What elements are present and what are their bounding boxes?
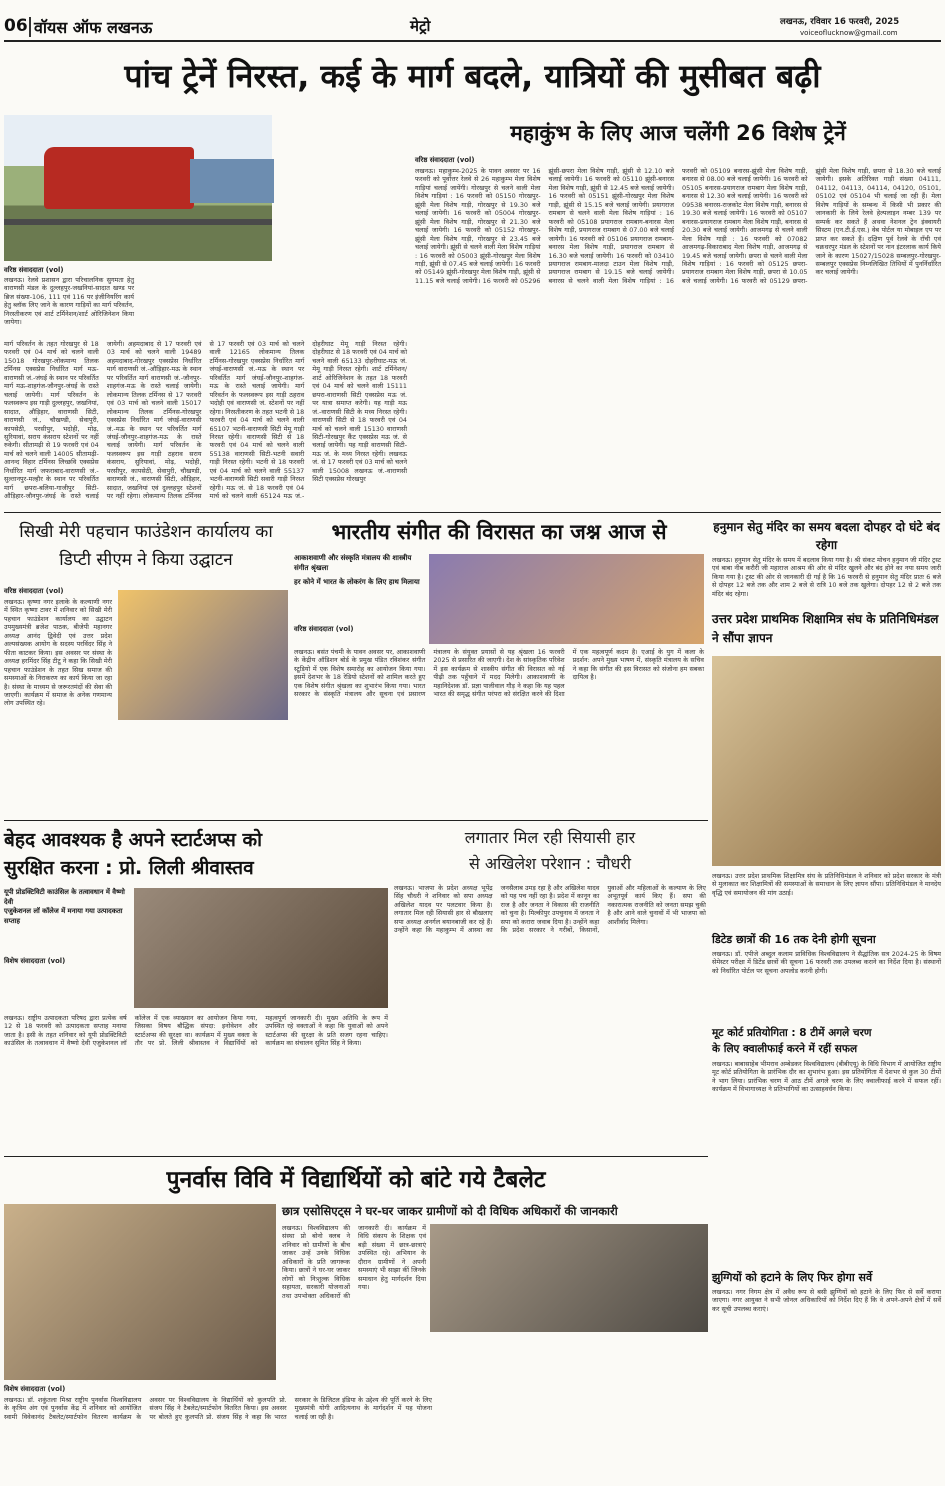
train-photo (4, 115, 272, 261)
hanuman-block (712, 516, 944, 606)
startup-headline-2: सुरक्षित करना : प्रो. लिली श्रीवास्तव (4, 857, 254, 879)
akhilesh-headline-1: लगातार मिल रही सियासी हार (464, 828, 636, 847)
section-name: मेट्रो (410, 17, 431, 35)
sikhi-credit: वरिष्ठ संवाददाता (vol) (4, 587, 64, 595)
dited-headline: डिटेड छात्रों की 16 तक देनी होगी सूचना (712, 933, 876, 946)
mootcourt-block (712, 1024, 944, 1264)
jhuggi-headline: झुग्गियों को हटाने के लिए फिर होगा सर्वे (712, 1271, 873, 1284)
trains-credit: वरिष्ठ संवाददाता (vol) (4, 266, 64, 274)
rule-3 (4, 1156, 708, 1157)
tablet-body: लखनऊ। डॉ. शकुंतला मिश्रा राष्ट्रीय पुनर्वास विश्वविद्यालय के कृत्रिम अंग एवं पुनर्वास केंद्र में शनिवार को आयोजित स्वामी विवेकानंद टैबलेट/स्मार्टफोन वितरण कार्यक्रम के अवसर पर विश्वविद्यालय के विद्यार्थियों को कुलपति प्रो. संजय सिंह ने टैबलेट/स्मार्टफोन वितरित किया। इस अवसर पर बोलते हुए कुलपति प्रो. संजय सिंह ने कहा कि भारत सरकार के डिजिटल इंडिया के उद्देश्य की पूर्ति करने के लिए मुख्यमंत्री योगी आदित्यनाथ के मार्गदर्शन में यह योजना चलाई जा रही है। (4, 1396, 435, 1421)
masthead (0, 0, 945, 44)
sangeet-headline: भारतीय संगीत की विरासत का जश्न आज से (331, 520, 667, 544)
rule-1 (4, 512, 941, 513)
website: voiceoflucknow@gmail.com (800, 29, 898, 37)
dateline: लखनऊ, रविवार 16 फरवरी, 2025 (780, 17, 900, 27)
locomotive (44, 147, 194, 209)
train-coaches (190, 159, 274, 203)
tablet-photo (4, 1204, 276, 1380)
shiksha-photo (712, 656, 941, 866)
startup-bullets (4, 888, 128, 950)
sikhi-body: लखनऊ। कृष्णा नगर इलाके के कल्याणी नगर में स्थित कृष्णा टावर में शनिवार को सिखी मेरी पहचान फाउंडेशन कार्यालय का उद्घाटन उपमुख्यमंत्री ब्रजेश पाठक, बीजेपी महानगर अध्यक्ष आनंद द्विवेदी एवं उत्तर प्रदेश अल्पसंख्यक आयोग के सदस्य परविंदर सिंह ने फीता काटकर किया। इस अवसर पर संस्था के अध्यक्ष हरमिंदर सिंह टीटू ने कहा कि सिखी मेरी पहचान फाउंडेशन के तहत सिख समाज की समस्याओं के निराकरण का कार्य किया जा रहा है। संस्था के माध्यम से जरूरतमंदों की सेवा की जाएगी। कार्यक्रम में समाज के अनेक गणमान्य लोग उपस्थित रहे। (4, 598, 115, 708)
rule-2 (4, 820, 708, 821)
sangeet-block (294, 516, 707, 816)
sangeet-body: लखनऊ। बसंत पंचमी के पावन अवसर पर, आकाशवाणी के केंद्रीय ऑडिशन बोर्ड के प्रमुख पंडित रविशंकर संगीत स्टूडियो में एक विशेष समारोह का आयोजन किया गया। इसमें देशभर के 18 रेडियो स्टेशनों को शामिल करते हुए एक विशेष संगीत श्रृंखला का शुभारंभ किया गया। भारत सरकार के संस्कृति मंत्रालय और सूचना एवं प्रसारण मंत्रालय के संयुक्त प्रयासों से यह श्रृंखला 16 फरवरी 2025 से प्रसारित की जाएगी। देश के सांस्कृतिक परिवेश में इस कार्यक्रम से शास्त्रीय संगीत की विरासत को नई पीढ़ी तक पहुँचाने में मदद मिलेगी। आकाशवाणी के महानिदेशक डॉ. प्रज्ञा पालीवाल गौड़ ने कहा कि यह पहल भारत की समृद्ध संगीत परंपरा को संरक्षित करने की दिशा में एक महत्वपूर्ण कदम है। एआई के युग में कला के प्रदर्शन: अपने मुख्य भाषण में, संस्कृति मंत्रालय के सचिव ने कहा कि संगीत की इस विरासत को संजोना हम सबका दायित्व है। (294, 648, 707, 699)
startup-bullet-1: यूपी प्रोडक्टिविटी काउंसिल के तत्वावधान में वैष्णो देवी (4, 888, 125, 906)
mootcourt-headline-1: मूट कोर्ट प्रतियोगिता : 8 टीमें अगले चरण (712, 1027, 872, 1039)
jhuggi-block (712, 1268, 944, 1484)
dited-block (712, 930, 944, 1020)
hanuman-headline: हनुमान सेतु मंदिर का समय बदला दोपहर दो घंटे बंद रहेगा (713, 520, 940, 552)
shiksha-headline: उत्तर प्रदेश प्राथमिक शिक्षामित्र संघ के प्रतिनिधिमंडल ने सौंपा ज्ञापन (712, 612, 939, 645)
akhilesh-headline-2: से अखिलेश परेशान : चौधरी (468, 854, 632, 873)
legal-body: लखनऊ। विश्वविद्यालय की संस्था प्रो बोनो क्लब ने शनिवार को ग्रामीणों के बीच जाकर उन्हें उनके विधिक अधिकारों के प्रति जागरूक किया। छात्रों ने घर-घर जाकर लोगों को निःशुल्क विधिक सहायता, सरकारी योजनाओं तथा उपभोक्ता अधिकारों की जानकारी दी। कार्यक्रम में विधि संकाय के शिक्षक एवं बड़ी संख्या में छात्र-छात्राएं उपस्थित रहे। अभियान के दौरान ग्रामीणों ने अपनी समस्याएं भी साझा कीं जिनके समाधान हेतु मार्गदर्शन दिया गया। (282, 1224, 429, 1300)
trains-body: मार्ग परिवर्तन के तहत गोरखपुर से 18 फरवरी एवं 04 मार्च को चलने वाली 15018 गोरखपुर-लोकमान्य तिलक टर्मिनस एक्सप्रेस निर्धारित मार्ग मऊ-वाराणसी जं.-जंघई के स्थान पर परिवर्तित मार्ग मऊ-शाहगंज-जौनपुर-जंघई के रास्ते चलाई जायेगी। मार्ग परिवर्तन के फलस्वरूप इस गाड़ी दुल्लहपुर, जखनियां, सादात, औड़िहार, वाराणसी सिटी, वाराणसी जं., चौखण्डी, सेवापुरी, कापसेठी, परसीपुर, भदोही, मोढ़, सुरियावां, सराय कंसराय स्टेशनों पर नहीं रुकेगी। सीतामढ़ी से 19 फरवरी एवं 04 मार्च को चलने वाली 14005 सीतामढ़ी-आनन्द विहार टर्मिनस लिच्छवि एक्सप्रेस निर्धारित मार्ग जफराबाद-वाराणसी जं.-सुल्तानपुर-मल्हौर के स्थान पर परिवर्तित मार्ग छपरा-बलिया-गाजीपुर सिटी-औड़िहार-जौनपुर-जंघई के रास्ते चलाई जायेगी। अहमदाबाद से 17 फरवरी एवं 03 मार्च को चलने वाली 19489 अहमदाबाद-गोरखपुर एक्सप्रेस निर्धारित मार्ग वाराणसी जं.-औड़िहार-मऊ के स्थान पर परिवर्तित मार्ग वाराणसी जं.-जौनपुर-शाहगंज-मऊ के रास्ते चलाई जायेगी। लोकमान्य तिलक टर्मिनस से 17 फरवरी एवं 03 मार्च को चलने वाली 15017 लोकमान्य तिलक टर्मिनस-गोरखपुर एक्सप्रेस निर्धारित मार्ग जंघई-वाराणसी जं.-मऊ के स्थान पर परिवर्तित मार्ग जंघई-जौनपुर-शाहगंज-मऊ के रास्ते चलाई जायेगी। मार्ग परिवर्तन के फलस्वरूप इस गाड़ी ठहराव सराय कंसराय, सुरियावां, मोढ़, भदोही, परसीपुर, कापसेठी, सेवापुरी, चौखण्डी, वाराणसी जं., वाराणसी सिटी, औड़िहार, सादात, जखनियां एवं दुल्लहपुर स्टेशनों पर नहीं रहेगा। लोकमान्य तिलक टर्मिनस से 17 फरवरी एवं 03 मार्च को चलने वाली 12165 लोकमान्य तिलक टर्मिनस-गोरखपुर एक्सप्रेस निर्धारित मार्ग जंघई-वाराणसी जं.-मऊ के स्थान पर परिवर्तित मार्ग जंघई-जौनपुर-शाहगंज-मऊ के रास्ते चलाई जायेगी। मार्ग परिवर्तन के फलस्वरूप इस गाड़ी ठहराव भदोही एवं वाराणसी जं. स्टेशनों पर नहीं रहेगा। निरस्तीकरण के तहत भटनी से 18 फरवरी एवं 04 मार्च को चलने वाली 65107 भटनी-वाराणसी सिटी मेमू गाड़ी निरस्त रहेगी। वाराणसी सिटी से 18 फरवरी एवं 04 मार्च को चलने वाली 55138 वाराणसी सिटी-भटनी सवारी गाड़ी निरस्त रहेगी। भटनी से 18 फरवरी एवं 04 मार्च को चलने वाली 55137 भटनी-वाराणसी सिटी सवारी गाड़ी निरस्त रहेगी। मऊ जं. से 18 फरवरी एवं 04 मार्च को चलने वाली 65124 मऊ जं.-दोहरीघाट मेमू गाड़ी निरस्त रहेगी। दोहरीघाट से 18 फरवरी एवं 04 मार्च को चलने वाली 65133 दोहरीघाट-मऊ जं. मेमू गाड़ी निरस्त रहेगी। शार्ट टर्मिनेशन/शार्ट ओरिजिनेशन के तहत 18 फरवरी एवं 04 मार्च को चलने वाली 15111 छपरा-वाराणसी सिटी एक्सप्रेस मऊ जं. पर यात्रा समाप्त करेगी। यह गाड़ी मऊ जं.-वाराणसी सिटी के मध्य निरस्त रहेगी। वाराणसी सिटी से 18 फरवरी एवं 04 मार्च को चलने वाली 15130 वाराणसी सिटी-गोरखपुर कैंट एक्सप्रेस मऊ जं. से चलाई जायेगी। यह गाड़ी वाराणसी सिटी-मऊ जं. के मध्य निरस्त रहेगी। लखनऊ जं. से 17 फरवरी एवं 03 मार्च को चलने वाली 15008 लखनऊ जं.-वाराणसी सिटी एक्सप्रेस गोरखपुर (4, 340, 410, 501)
sangeet-bullets (294, 554, 424, 614)
trains-lead: लखनऊ। रेलवे प्रशासन द्वारा परिचालनिक सुगमता हेतु वाराणसी मंडल के दुल्लहपुर-जखनियां-सादात खण्ड पर ब्रिज संख्या-106, 111 एवं 116 पर इंजीनियरिंग कार्य हेतु ब्लॉक लिए जाने के कारण गाड़ियों का मार्ग परिवर्तन, निरस्तीकरण एवं शार्ट टर्मिनेशन/शार्ट ओरिजिनेशन किया जायेगा। (4, 276, 137, 327)
dited-body: लखनऊ। डॉ. एपीजे अब्दुल कलाम प्राविधिक विश्वविद्यालय ने सैद्धांतिक सत्र 2024-25 के विषम सेमेस्टर परीक्षा में डिटेंड छात्रों की सूचना 16 फरवरी तक उपलब्ध कराने का निर्देश दिया है। संस्थानों को निर्धारित पोर्टल पर सूचना अपलोड करनी होगी। (712, 950, 944, 975)
page-number: 06 (4, 16, 28, 36)
sikhi-body-2 (118, 724, 288, 814)
hanuman-body: लखनऊ। हनुमान सेतु मंदिर के समय में बदलाव किया गया है। श्री संकट मोचन हनुमान जी मंदिर ट्रस्ट एवं बाबा नीब करौरी जी महाराज आश्रम की ओर से मंदिर खुलने और बंद होने का नया समय जारी किया गया है। ट्रस्ट की ओर से जानकारी दी गई है कि 16 फरवरी से हनुमान सेतु मंदिर प्रातः 6 बजे से दोपहर 12 बजे तक और शाम 2 बजे से रात्रि 10 बजे तक खुलेगा। दोपहर 12 से 2 बजे तक मंदिर बंद रहेगा। (712, 556, 944, 598)
akhilesh-body: लखनऊ। भाजपा के प्रदेश अध्यक्ष भूपेंद्र सिंह चौधरी ने शनिवार को सपा अध्यक्ष अखिलेश यादव पर पलटवार किया है। लगातार मिल रही सियासी हार से बौखलाए सपा अध्यक्ष अनर्गल बयानबाजी कर रहे हैं। उन्होंने कहा कि महाकुम्भ में आस्था का जनसैलाब उमड़ रहा है और अखिलेश यादव को यह पच नहीं रहा है। प्रदेश में कानून का राज है और जनता ने विकास की राजनीति को चुना है। मिल्कीपुर उपचुनाव में जनता ने सपा को करारा जवाब दिया है। उन्होंने कहा कि प्रदेश सरकार ने गरीबों, किसानों, युवाओं और महिलाओं के कल्याण के लिए अभूतपूर्व कार्य किए हैं। सपा की नकारात्मक राजनीति को जनता समझ चुकी है और आने वाले चुनावों में भी भाजपा को आशीर्वाद मिलेगा। (394, 884, 709, 935)
main-headline: पांच ट्रेनें निरस्त, कई के मार्ग बदले, यात्रियों की मुसीबत बढ़ी (124, 57, 821, 95)
sangeet-credit: वरिष्ठ संवाददाता (vol) (294, 625, 354, 633)
masthead-rule (4, 40, 941, 42)
tablet-credit: विशेष संवाददाता (vol) (4, 1385, 66, 1393)
mootcourt-body: लखनऊ। बाबासाहेब भीमराव अम्बेडकर विश्वविद्यालय (बीबीएयू) के विधि विभाग में आयोजित राष्ट्रीय मूट कोर्ट प्रतियोगिता के प्रारंभिक दौर का शुभारंभ हुआ। इस प्रतियोगिता में देशभर से कुल 30 टीमों ने भाग लिया। प्रारंभिक चरण में आठ टीमें अगले चरण के लिए क्वालीफाई करने में सफल रहीं। कार्यक्रम में विभागाध्यक्ष ने प्रतिभागियों का उत्साहवर्धन किया। (712, 1060, 944, 1094)
masthead-divider (29, 17, 31, 37)
startup-credit: विशेष संवाददाता (vol) (4, 957, 66, 965)
startup-photo (134, 888, 388, 1008)
sangeet-bullet-1: आकाशवाणी और संस्कृति मंत्रालय की शास्त्रीय संगीत श्रृंखला (294, 554, 412, 572)
trains-body-top (280, 115, 407, 340)
startup-block (4, 824, 391, 1154)
legal-photo (430, 1224, 708, 1332)
kumbh-body: लखनऊ। महाकुम्भ-2025 के पावन अवसर पर 16 फरवरी को पूर्वोत्तर रेलवे से 26 महाकुम्भ मेला विशेष गाड़ियां चलाई जायेंगी। गोरखपुर से चलने वाली मेला विशेष गाड़ियां : 16 फरवरी को 05150 गोरखपुर-झूंसी मेला विशेष गाड़ी, गोरखपुर से 19.30 बजे चलाई जायेगी। 16 फरवरी को 05004 गोरखपुर-झूंसी मेला विशेष गाड़ी, गोरखपुर से 21.30 बजे चलाई जायेगी। 16 फरवरी को 05152 गोरखपुर-झूंसी मेला विशेष गाड़ी, गोरखपुर से 23.45 बजे चलाई जायेगी। झूंसी से चलने वाली मेला विशेष गाड़ियां : 16 फरवरी को 05003 झूंसी-गोरखपुर मेला विशेष गाड़ी, झूंसी से 07.45 बजे चलाई जायेगी। 16 फरवरी को 05149 झूंसी-गोरखपुर मेला विशेष गाड़ी, झूंसी से 11.15 बजे चलाई जायेगी। 16 फरवरी को 05296 झूंसी-छपरा मेला विशेष गाड़ी, झूंसी से 12.10 बजे चलाई जायेगी। 16 फरवरी को 05110 झूंसी-बनारस मेला विशेष गाड़ी, झूंसी से 12.45 बजे चलाई जायेगी। 16 फरवरी को 05151 झूंसी-गोरखपुर मेला विशेष गाड़ी, झूंसी से 15.15 बजे चलाई जायेगी। प्रयागराज रामबाग से चलने वाली मेला विशेष गाड़ियां : 16 फरवरी को 05108 प्रयागराज रामबाग-बनारस मेला विशेष गाड़ी, प्रयागराज रामबाग से 07.00 बजे चलाई जायेगी। 16 फरवरी को 05106 प्रयागराज रामबाग-बनारस मेला विशेष गाड़ी, प्रयागराज रामबाग से 16.30 बजे चलाई जायेगी। 16 फरवरी को 03410 प्रयागराज रामबाग-मालदा टाउन मेला विशेष गाड़ी, प्रयागराज रामबाग से 19.15 बजे चलाई जायेगी। बनारस से चलने वाली मेला विशेष गाड़ियां : 16 फरवरी को 05109 बनारस-झूंसी मेला विशेष गाड़ी, बनारस से 08.00 बजे चलाई जायेगी। 16 फरवरी को 05105 बनारस-प्रयागराज रामबाग मेला विशेष गाड़ी, बनारस से 12.30 बजे चलाई जायेगी। 16 फरवरी को 09538 बनारस-राजकोट मेला विशेष गाड़ी, बनारस से 19.30 बजे चलाई जायेगी। 16 फरवरी को 05107 बनारस-प्रयागराज रामबाग मेला विशेष गाड़ी, बनारस से 20.30 बजे चलाई जायेगी। आजमगढ़ से चलने वाली मेला विशेष गाड़ी : 16 फरवरी को 07082 आजमगढ़-विकाराबाद मेला विशेष गाड़ी, आजमगढ़ से 19.45 बजे चलाई जायेगी। छपरा से चलने वाली मेला विशेष गाड़ियां : 16 फरवरी को 05125 छपरा-प्रयागराज रामबाग मेला विशेष गाड़ी, छपरा से 10.05 बजे चलाई जायेगी। 16 फरवरी को 05129 छपरा-झूंसी मेला विशेष गाड़ी, छपरा से 18.30 बजे चलाई जायेगी। इसके अतिरिक्त गाड़ी संख्या 04111, 04112, 04113, 04114, 04120, 05101, 05102 एवं 05104 भी चलाई जा रही हैं। मेला विशेष गाड़ियों के सम्बन्ध में किसी भी प्रकार की जानकारी के लिये रेलवे हेल्पलाइन नम्बर 139 पर सम्पर्क कर सकते हैं अथवा नेशनल ट्रेन इंक्वायरी सिस्टम (एन.टी.ई.एस.) वेब पोर्टल या मोबाइल एप पर प्राप्त कर सकते हैं। दक्षिण पूर्व रेलवे के राँची एवं चक्रधरपुर मंडल के स्टेशनों पर नान इंटरलाक कार्य किये जाने के कारण 15027/15028 सम्बलपुर-गोरखपुर-सम्बलपुर एक्सप्रेस निम्नलिखित तिथियों में पुनर्निर्धारित कर चलाई जायेगी। (415, 167, 944, 285)
legal-headline: छात्र एसोसिएट्स ने घर-घर जाकर ग्रामीणों को दी विधिक अधिकारों की जानकारी (282, 1204, 618, 1218)
startup-headline-1: बेहद आवश्यक है अपने स्टार्टअप्स को (4, 829, 263, 851)
kumbh-block (415, 115, 944, 510)
railway-track (4, 219, 272, 225)
shiksha-block (712, 606, 944, 926)
sikhi-photo (118, 590, 288, 720)
kumbh-credit: वरिष्ठ संवाददाता (vol) (415, 156, 475, 164)
sangeet-bullet-2: हर कोने में भारत के लोकरंग के लिए हाथ मिलाया (294, 577, 420, 586)
shiksha-caption: लखनऊ। उत्तर प्रदेश प्राथमिक शिक्षामित्र संघ के प्रतिनिधिमंडल ने शनिवार को प्रदेश सरकार के मंत्री से मुलाकात कर शिक्षामित्रों की समस्याओं के समाधान के लिए ज्ञापन सौंपा। प्रतिनिधिमंडल ने मानदेय वृद्धि एवं समायोजन की मांग उठाई। (712, 872, 944, 897)
legal-block (282, 1204, 708, 1484)
sikhi-block (4, 516, 288, 816)
startup-body: लखनऊ। राष्ट्रीय उत्पादकता परिषद द्वारा प्रत्येक वर्ष 12 से 18 फरवरी को उत्पादकता सप्ताह मनाया जाता है। इसी के तहत शनिवार को यूपी प्रोडक्टिविटी काउंसिल के तत्वावधान में वैष्णो देवी एजुकेशनल लॉ कॉलेज में एक व्याख्यान का आयोजन किया गया, जिसका विषय बौद्धिक संपदा: इनोवेशन और स्टार्टअप्स की सुरक्षा था। कार्यक्रम में मुख्य वक्ता के तौर पर प्रो. लिली श्रीवास्तव ने विद्यार्थियों को महत्वपूर्ण जानकारी दी। मुख्य अतिथि के रूप में उपस्थित रहे वक्ताओं ने कहा कि युवाओं को अपने स्टार्टअप्स की सुरक्षा के प्रति सजग रहना चाहिए। कार्यक्रम का संचालन सुमित सिंह ने किया। (4, 1014, 391, 1048)
kumbh-headline: महाकुंभ के लिए आज चलेंगी 26 विशेष ट्रेनें (510, 121, 846, 145)
tablet-headline: पुनर्वास विवि में विद्यार्थियों को बांटे गये टैबलेट (166, 1167, 546, 1193)
jhuggi-body: लखनऊ। नगर निगम क्षेत्र में अवैध रूप से बसी झुग्गियों को हटाने के लिए फिर से सर्वे कराया जाएगा। नगर आयुक्त ने सभी जोनल अधिकारियों को निर्देश दिए हैं कि वे अपने-अपने क्षेत्रों में सर्वे कर सूची उपलब्ध कराएं। (712, 1288, 944, 1313)
akhilesh-block (394, 824, 709, 1154)
startup-bullet-2: एजुकेशनल लॉ कॉलेज में मनाया गया उत्पादकता सप्ताह (4, 907, 123, 925)
paper-name: वॉयस ऑफ लखनऊ (34, 18, 153, 37)
mootcourt-headline-2: के लिए क्वालीफाई करने में रहीं सफल (712, 1043, 858, 1055)
sangeet-photo (429, 554, 704, 644)
sikhi-headline: सिखी मेरी पहचान फाउंडेशन कार्यालय का डिप्टी सीएम ने किया उद्घाटन (19, 522, 273, 570)
